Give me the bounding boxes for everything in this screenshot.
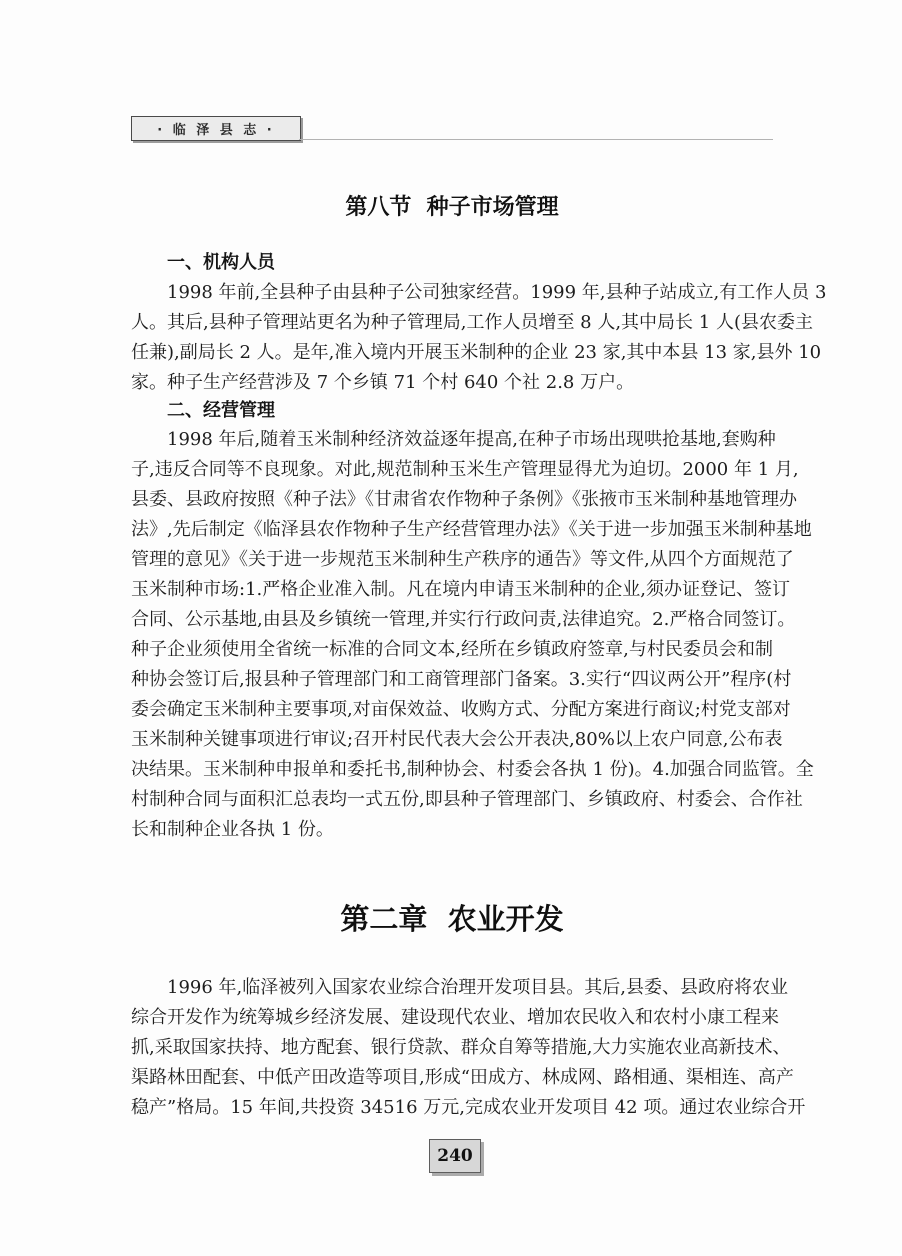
header-rule [299,139,773,140]
subsection-heading-organization: 一、机构人员 [167,252,275,273]
body-line: 玉米制种市场:1.严格企业准入制。凡在境内申请玉米制种的企业,须办证登记、签订 [131,579,790,600]
body-line: 稳产”格局。15 年间,共投资 34516 万元,完成农业开发项目 42 项。通过农业综合开 [131,1097,806,1118]
body-line: 决结果。玉米制种申报单和委托书,制种协会、村委会各执 1 份)。4.加强合同监管。全 [131,759,814,780]
body-line: 县委、县政府按照《种子法》《甘肃省农作物种子条例》《张掖市玉米制种基地管理办 [131,489,797,510]
body-line: 法》,先后制定《临泽县农作物种子生产经营管理办法》《关于进一步加强玉米制种基地 [131,519,812,540]
subsection-heading-management: 二、经营管理 [167,400,275,421]
body-line: 1998 年后,随着玉米制种经济效益逐年提高,在种子市场出现哄抢基地,套购种 [167,429,776,450]
body-line: 综合开发作为统筹城乡经济发展、建设现代农业、增加农民收入和农村小康工程来 [131,1007,779,1028]
book-title: · 临 泽 县 志 · [157,123,275,138]
body-line: 村制种合同与面积汇总表均一式五份,即县种子管理部门、乡镇政府、村委会、合作社 [131,789,803,810]
body-line: 合同、公示基地,由县及乡镇统一管理,并实行行政问责,法律追究。2.严格合同签订。 [131,609,796,630]
book-title-badge [131,116,301,141]
body-line: 玉米制种关键事项进行审议;召开村民代表大会公开表决,80%以上农户同意,公布表 [131,729,783,750]
paragraph-management [131,425,814,845]
body-line: 长和制种企业各执 1 份。 [131,819,334,840]
body-line: 委会确定玉米制种主要事项,对亩保效益、收购方式、分配方案进行商议;村党支部对 [131,699,791,720]
page-number: 240 [437,1146,473,1166]
body-line: 抓,采取国家扶持、地方配套、银行贷款、群众自筹等措施,大力实施农业高新技术、 [131,1037,791,1058]
body-line: 任兼),副局长 2 人。是年,准入境内开展玉米制种的企业 23 家,其中本县 13 家,县外 10 [131,342,822,363]
body-line: 人。其后,县种子管理站更名为种子管理局,工作人员增至 8 人,其中局长 1 人(县农委主 [131,312,813,333]
section-title: 第八节 种子市场管理 [345,195,559,220]
body-line: 管理的意见》《关于进一步规范玉米制种生产秩序的通告》等文件,从四个方面规范了 [131,549,794,570]
body-line: 1998 年前,全县种子由县种子公司独家经营。1999 年,县种子站成立,有工作人员 3 [167,282,827,303]
paragraph-organization [131,278,827,398]
body-line: 1996 年,临泽被列入国家农业综合治理开发项目县。其后,县委、县政府将农业 [167,977,788,998]
body-line: 种协会签订后,报县种子管理部门和工商管理部门备案。3.实行“四议两公开”程序(村 [131,669,792,690]
body-line: 子,违反合同等不良现象。对此,规范制种玉米生产管理显得尤为迫切。2000 年 1 月, [131,459,799,480]
paragraph-chapter-intro [131,973,806,1123]
body-line: 家。种子生产经营涉及 7 个乡镇 71 个村 640 个社 2.8 万户。 [131,372,635,393]
body-line: 种子企业须使用全省统一标准的合同文本,经所在乡镇政府签章,与村民委员会和制 [131,639,773,660]
page-number-badge [429,1139,481,1173]
body-line: 渠路林田配套、中低产田改造等项目,形成“田成方、林成网、路相通、渠相连、高产 [131,1067,794,1088]
chapter-title: 第二章 农业开发 [340,902,564,936]
